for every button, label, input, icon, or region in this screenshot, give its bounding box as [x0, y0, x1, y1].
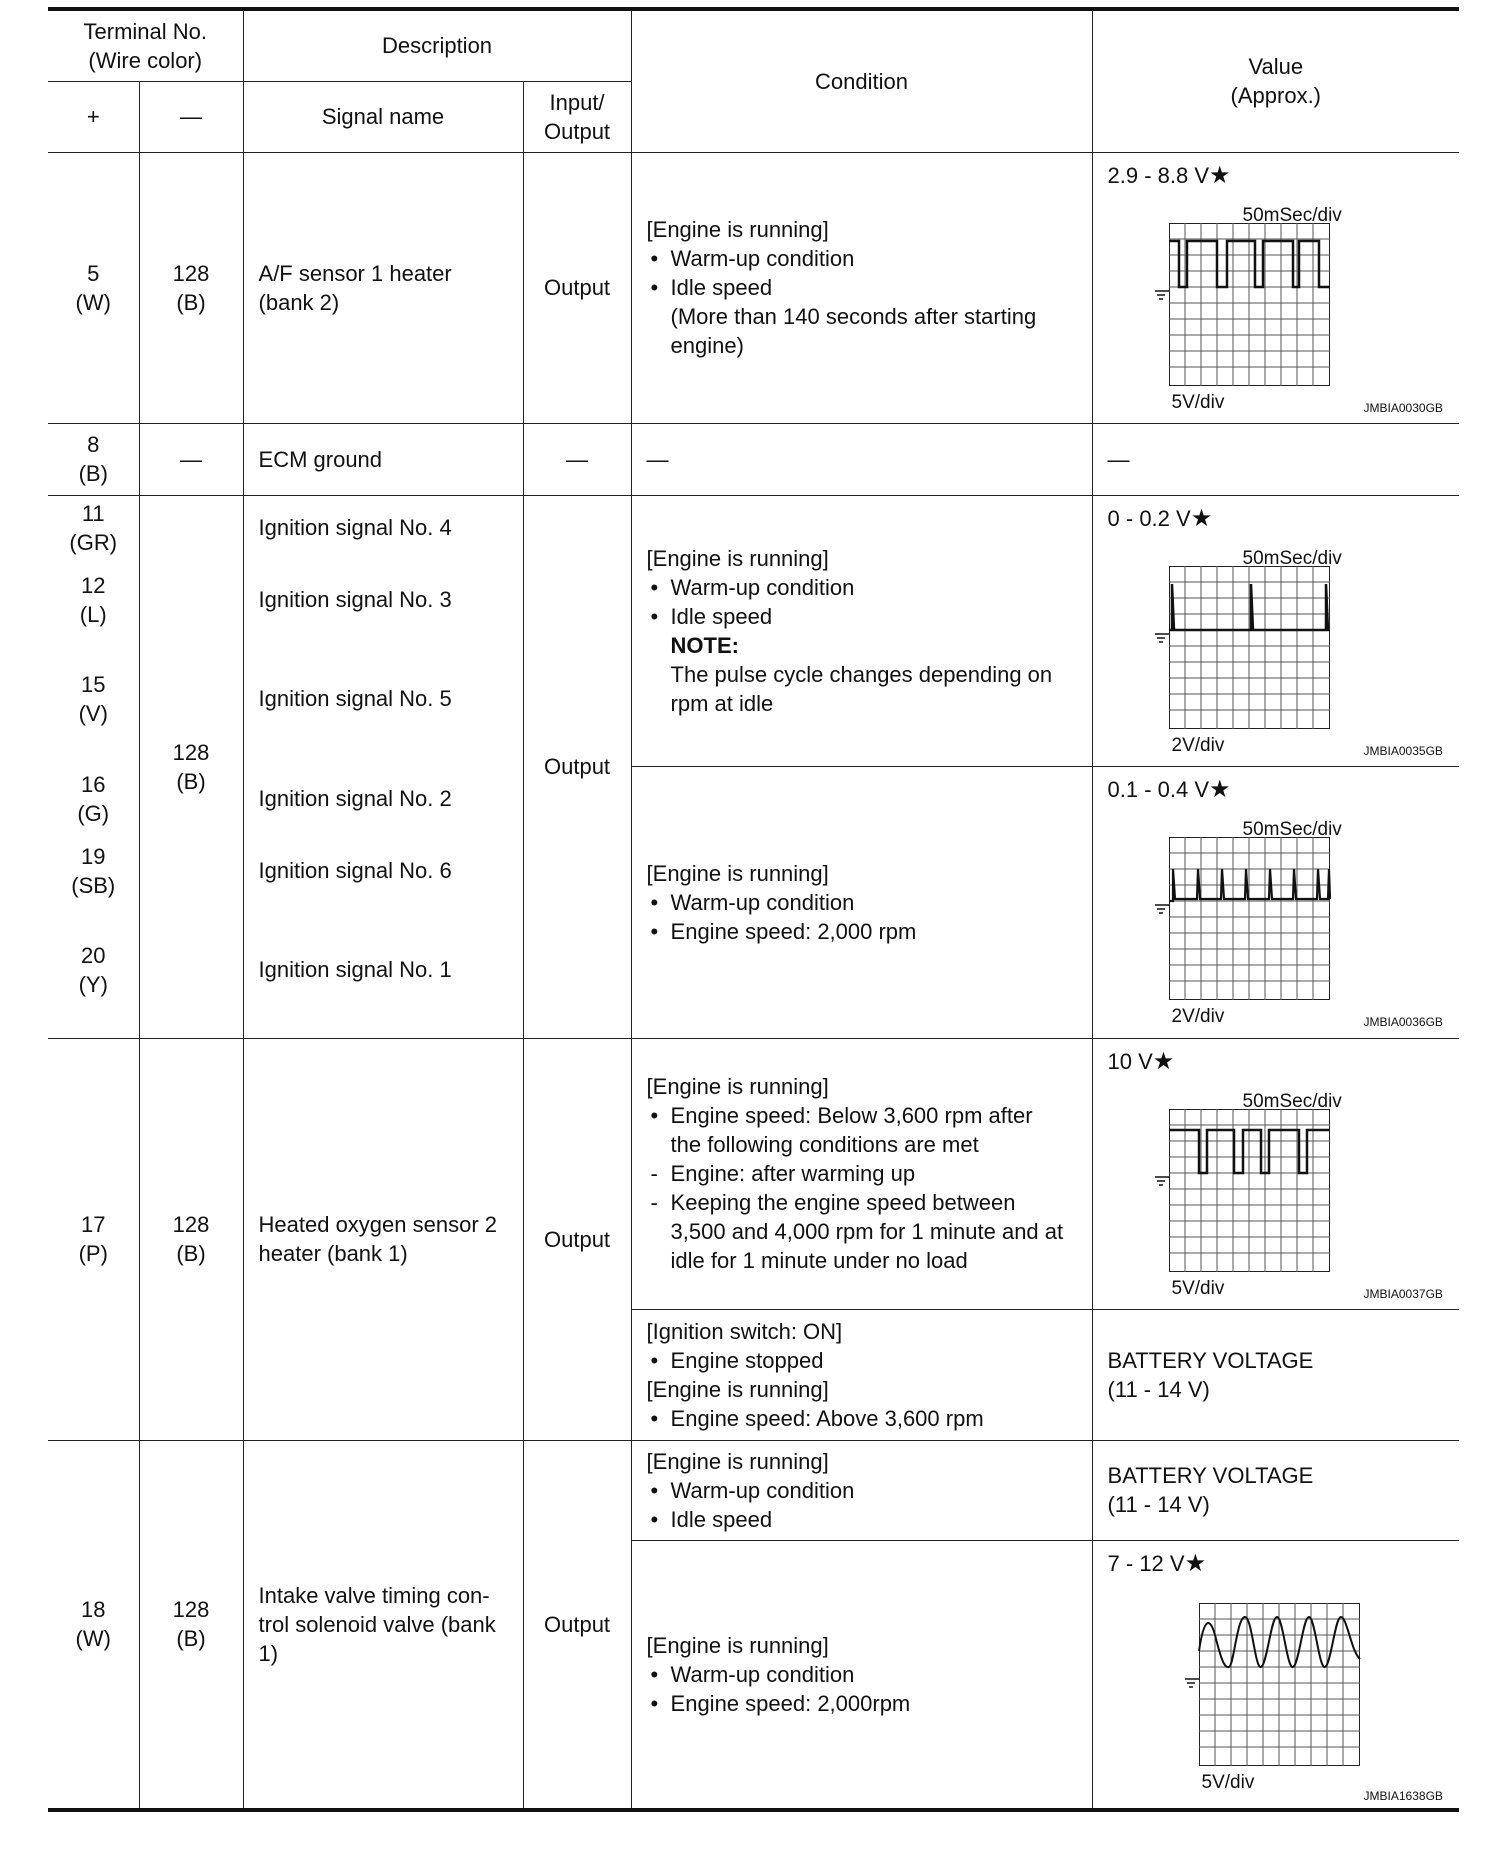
signal-line: 1)	[258, 1640, 279, 1666]
signal-name-group	[243, 495, 523, 1038]
signal-name	[243, 1440, 523, 1810]
oscilloscope-waveform	[1143, 201, 1449, 416]
signal-name	[243, 1038, 523, 1440]
terminal-table-page	[48, 7, 1459, 1812]
signal-line: trol solenoid valve (bank	[258, 1611, 496, 1637]
condition-bullet: • Warm-up condition	[647, 573, 1082, 602]
terminal-item: 20 (Y)	[78, 942, 108, 997]
value-cell	[1092, 1540, 1459, 1810]
figure-code: JMBIA0036GB	[1363, 1015, 1443, 1029]
plus-header: +	[48, 81, 139, 152]
terminal-item: 19 (SB)	[71, 843, 116, 898]
condition-line: [Engine is running]	[646, 1376, 829, 1402]
value-reading: 2.9 - 8.8 V	[1107, 162, 1210, 188]
oscilloscope-waveform	[1143, 815, 1449, 1030]
io-cell: Output	[523, 1440, 631, 1810]
signal-line: Ignition signal No. 6	[258, 857, 452, 883]
ground-icon	[1155, 905, 1169, 913]
header-row-1	[48, 9, 1459, 81]
wire-color: (B)	[78, 461, 108, 486]
terminal-item: 12 (L)	[79, 572, 107, 627]
grid-lines	[1169, 566, 1330, 729]
figure-code: JMBIA1638GB	[1363, 1788, 1443, 1803]
value-line: (11 - 14 V)	[1107, 1492, 1210, 1517]
ecm-terminal-table	[48, 7, 1459, 1812]
grid-lines	[1169, 223, 1330, 386]
condition-bullet: • Engine speed: Above 3,600 rpm	[647, 1404, 1082, 1433]
volt-div-label: 5V/div	[1171, 1277, 1225, 1299]
output-label: Output	[544, 118, 611, 144]
value-text	[1108, 775, 1231, 804]
wire-color: (P)	[78, 1241, 108, 1266]
table-row	[48, 1440, 1459, 1540]
value-text	[1108, 504, 1213, 533]
value-header	[1092, 9, 1459, 152]
wire-color: (W)	[75, 289, 111, 315]
condition-bullet: • Idle speed	[647, 602, 1082, 631]
value-cell	[1092, 1038, 1459, 1309]
volt-div-label: 2V/div	[1171, 1006, 1225, 1027]
volt-div-label: 5V/div	[1171, 391, 1225, 413]
value-cell	[1092, 152, 1459, 423]
value-cell	[1092, 1309, 1459, 1440]
condition-bullet: • Idle speed	[647, 273, 1082, 302]
star-icon: ★	[1209, 776, 1231, 803]
terminal-number: 17	[81, 1212, 106, 1237]
time-div-label: 50mSec/div	[1242, 204, 1342, 226]
signal-line: Heated oxygen sensor 2	[258, 1212, 498, 1237]
minus-terminal	[139, 1038, 243, 1440]
condition-line: [Engine is running]	[646, 217, 829, 242]
condition-line: engine)	[670, 333, 744, 358]
wire-color: (B)	[176, 1626, 206, 1652]
terminal-item: 15 (V)	[78, 671, 108, 726]
table-row	[48, 1038, 1459, 1309]
condition-cell	[631, 767, 1092, 1039]
signal-line: Ignition signal No. 4	[258, 514, 452, 540]
condition-bullet: • Warm-up condition	[647, 1476, 1082, 1505]
io-header	[523, 81, 631, 152]
condition-line: [Ignition switch: ON]	[646, 1318, 843, 1344]
minus-terminal: —	[139, 423, 243, 495]
volt-div-label: 5V/div	[1201, 1771, 1255, 1793]
signal-name: ECM ground	[243, 423, 523, 495]
terminal-label: Terminal No.	[83, 18, 207, 44]
condition-line: [Engine is running]	[646, 860, 829, 886]
plus-terminal	[48, 1440, 139, 1810]
ground-icon	[1155, 291, 1169, 299]
condition-line: [Engine is running]	[646, 1632, 829, 1658]
condition-bullet: • Warm-up condition	[647, 244, 1082, 273]
value-cell	[1092, 1440, 1459, 1540]
condition-bullet: • Warm-up condition	[647, 888, 1082, 917]
condition-line: [Engine is running]	[646, 1074, 829, 1099]
condition-dash: - Keeping the engine speed between	[647, 1188, 1082, 1217]
minus-terminal	[139, 152, 243, 423]
value-reading: 0.1 - 0.4 V	[1107, 777, 1210, 802]
condition-line: [Engine is running]	[646, 1448, 829, 1474]
signal-line: Ignition signal No. 2	[258, 785, 452, 811]
value-cell: —	[1092, 423, 1459, 495]
condition-cell: —	[631, 423, 1092, 495]
approx-label: (Approx.)	[1230, 83, 1322, 109]
ground-icon	[1155, 634, 1169, 642]
value-line: BATTERY VOLTAGE	[1107, 1347, 1314, 1373]
input-label: Input/	[549, 89, 605, 115]
condition-bullet: • Engine stopped	[647, 1346, 1082, 1375]
wire-color: (B)	[176, 768, 206, 794]
condition-cell	[631, 495, 1092, 767]
star-icon: ★	[1184, 1549, 1207, 1577]
condition-bullet: • Idle speed	[647, 1505, 1082, 1534]
description-header: Description	[243, 9, 631, 81]
condition-cell	[631, 1038, 1092, 1309]
condition-line: 3,500 and 4,000 rpm for 1 minute and at	[670, 1219, 1064, 1244]
signal-line: (bank 2)	[258, 289, 340, 315]
condition-header: Condition	[631, 9, 1092, 152]
time-div-label: 50mSec/div	[1242, 1090, 1342, 1112]
terminal-header	[48, 9, 243, 81]
value-cell	[1092, 767, 1459, 1039]
table-row	[48, 495, 1459, 767]
value-line: BATTERY VOLTAGE	[1107, 1463, 1314, 1488]
value-reading: 7 - 12 V	[1107, 1550, 1185, 1576]
terminal-item: 11 (GR)	[69, 500, 118, 555]
terminal-item: 16 (G)	[77, 771, 110, 826]
signal-line: Ignition signal No. 1	[258, 956, 452, 982]
wire-color-label: (Wire color)	[88, 47, 203, 73]
terminal-number: 128	[172, 260, 210, 286]
value-text	[1108, 1047, 1175, 1076]
wire-color: (B)	[176, 289, 206, 315]
figure-code: JMBIA0037GB	[1363, 1286, 1443, 1301]
terminal-number: 8	[87, 432, 100, 457]
condition-bullet: • Warm-up condition	[647, 1660, 1082, 1689]
value-label: Value	[1248, 54, 1304, 80]
table-row	[48, 152, 1459, 423]
terminal-number: 128	[172, 1212, 210, 1237]
condition-line: the following conditions are met	[670, 1132, 979, 1157]
condition-dash: - Engine: after warming up	[647, 1159, 1082, 1188]
oscilloscope-waveform	[1173, 1589, 1449, 1804]
minus-terminal	[139, 495, 243, 1038]
condition-bullet: • Engine speed: Below 3,600 rpm after	[647, 1101, 1082, 1130]
value-cell	[1092, 495, 1459, 767]
io-cell: Output	[523, 152, 631, 423]
signal-name	[243, 152, 523, 423]
grid-lines	[1169, 837, 1330, 1000]
signal-line: A/F sensor 1 heater	[258, 260, 452, 286]
ground-icon	[1155, 1177, 1169, 1185]
condition-cell	[631, 1440, 1092, 1540]
condition-bullet: • Engine speed: 2,000rpm	[647, 1689, 1082, 1718]
minus-header: —	[139, 81, 243, 152]
value-reading: 0 - 0.2 V	[1107, 505, 1191, 531]
condition-line: rpm at idle	[670, 690, 774, 716]
scope-trace	[1143, 201, 1449, 416]
oscilloscope-waveform	[1143, 544, 1449, 759]
condition-line: (More than 140 seconds after starting	[670, 304, 1037, 329]
plus-terminal-group	[48, 495, 139, 1038]
figure-code: JMBIA0035GB	[1363, 743, 1443, 758]
value-text	[1108, 1549, 1207, 1578]
terminal-number: 18	[81, 1597, 106, 1623]
plus-terminal	[48, 152, 139, 423]
value-text	[1108, 161, 1231, 190]
condition-cell	[631, 152, 1092, 423]
plus-terminal	[48, 423, 139, 495]
terminal-number: 128	[172, 1597, 210, 1623]
signal-line: Intake valve timing con-	[258, 1582, 490, 1608]
note-label: NOTE:	[670, 632, 739, 658]
io-cell: Output	[523, 495, 631, 1038]
signal-name-header: Signal name	[243, 81, 523, 152]
signal-line: Ignition signal No. 5	[258, 685, 452, 711]
figure-code: JMBIA0030GB	[1363, 400, 1443, 415]
terminal-number: 5	[87, 260, 100, 286]
star-icon: ★	[1152, 1047, 1175, 1075]
time-div-label: 50mSec/div	[1242, 819, 1342, 840]
star-icon: ★	[1209, 161, 1231, 189]
signal-line: heater (bank 1)	[258, 1241, 408, 1266]
terminal-number: 128	[172, 739, 210, 765]
io-cell: —	[523, 423, 631, 495]
ground-icon	[1185, 1679, 1199, 1687]
condition-bullet: • Engine speed: 2,000 rpm	[647, 917, 1082, 946]
signal-line: Ignition signal No. 3	[258, 586, 452, 612]
oscilloscope-waveform	[1143, 1087, 1449, 1302]
wire-color: (B)	[176, 1241, 206, 1266]
condition-line: [Engine is running]	[646, 545, 829, 571]
value-reading: 10 V	[1107, 1048, 1153, 1074]
condition-cell	[631, 1309, 1092, 1440]
minus-terminal	[139, 1440, 243, 1810]
star-icon: ★	[1190, 504, 1213, 532]
value-line: (11 - 14 V)	[1107, 1376, 1210, 1402]
condition-line: The pulse cycle changes depending on	[670, 661, 1053, 687]
table-row	[48, 423, 1459, 495]
wire-color: (W)	[75, 1626, 111, 1652]
io-cell: Output	[523, 1038, 631, 1440]
time-div-label: 50mSec/div	[1242, 547, 1342, 569]
plus-terminal	[48, 1038, 139, 1440]
condition-line: idle for 1 minute under no load	[670, 1248, 968, 1273]
condition-cell	[631, 1540, 1092, 1810]
scope-trace	[1143, 815, 1449, 1030]
scope-trace	[1143, 1087, 1449, 1302]
scope-trace	[1143, 544, 1449, 759]
volt-div-label: 2V/div	[1171, 734, 1225, 756]
